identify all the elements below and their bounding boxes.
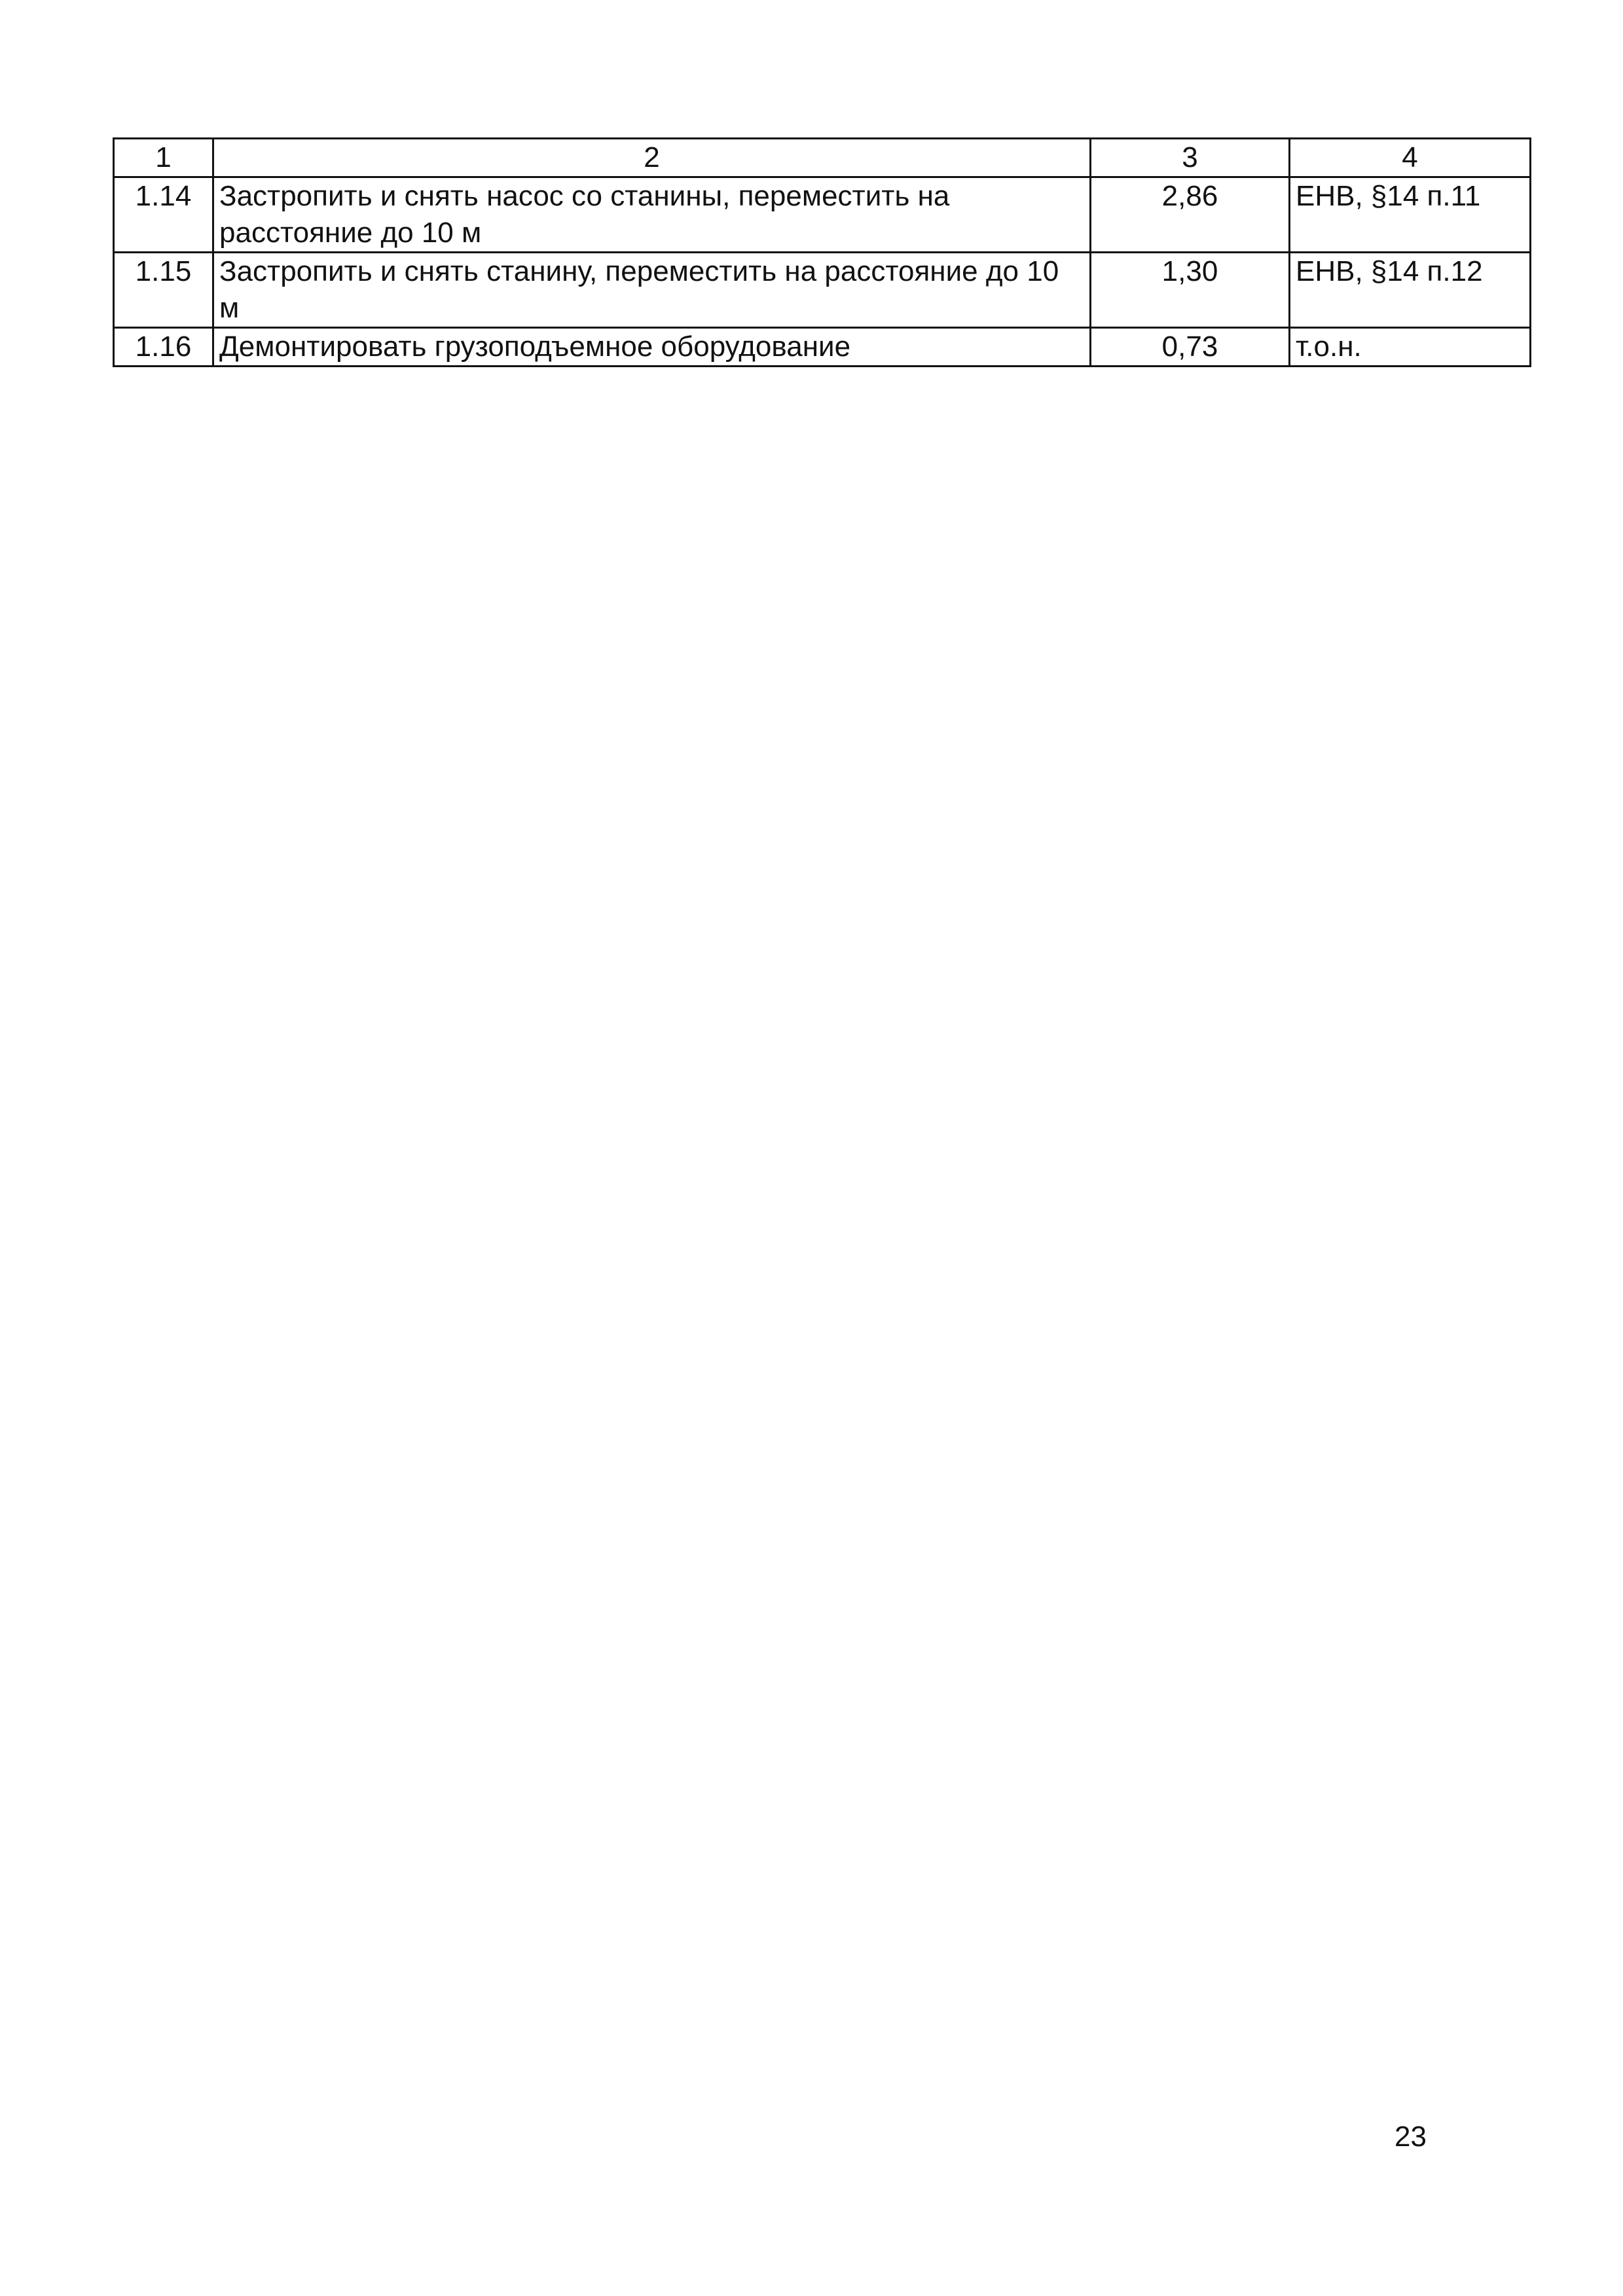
table-row [114, 328, 1531, 367]
row-operation: Застропить и снять станину, переместить на расстояние до 10 м [213, 253, 1091, 328]
row-source: ЕНВ, §14 п.11 [1290, 177, 1531, 253]
row-time: 2,86 [1091, 177, 1290, 253]
row-time: 1,30 [1091, 253, 1290, 328]
row-source: ЕНВ, §14 п.12 [1290, 253, 1531, 328]
row-number: 1.14 [114, 177, 213, 253]
header-row [114, 139, 1531, 177]
col-header: 1 [114, 139, 213, 177]
col-header: 3 [1091, 139, 1290, 177]
row-time: 0,73 [1091, 328, 1290, 367]
page-number: 23 [1395, 2121, 1427, 2153]
row-number: 1.16 [114, 328, 213, 367]
row-number: 1.15 [114, 253, 213, 328]
table-row [114, 253, 1531, 328]
table-row [114, 177, 1531, 253]
col-header: 4 [1290, 139, 1531, 177]
norms-table [113, 137, 1531, 367]
row-operation: Демонтировать грузоподъемное оборудование [213, 328, 1091, 367]
row-source: т.о.н. [1290, 328, 1531, 367]
row-operation: Застропить и снять насос со станины, переместить на расстояние до 10 м [213, 177, 1091, 253]
col-header: 2 [213, 139, 1091, 177]
